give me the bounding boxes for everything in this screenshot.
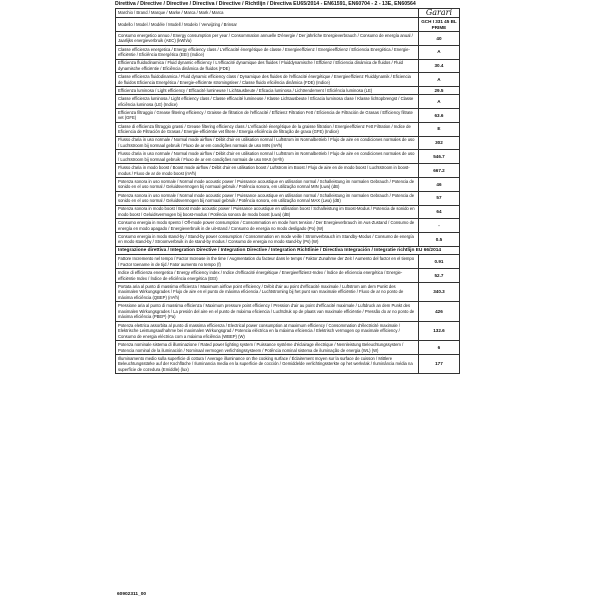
spec-row (116, 164, 460, 178)
brand-logo (418, 9, 459, 18)
spec-label: Consumo energia in modo stand-by / Stand-by power consumption / Consommation en mode veille / Stromverbrauch im Standby-Modus / Consumo de energía en modo stand-by / Stroomverbruik in de stand-by modus / Consumo de energia no modo stand-by (Ps) (W) (116, 233, 419, 247)
model-value: GCH I 331 45 BL PRIME (418, 18, 459, 32)
spec-label: Potenza sonora in uso normale / Normal mode acoustic power / Puissance acoustique en utilisation normal / Schalleistung im normalen Gebrauch / Potencia de sonido en el uso normal / Geluidsvermogen bij normaal gebruik / Potência sonora, em utilização normal MAX (Lwa) (dB) (116, 191, 419, 205)
spec-label: Consumo energetico annuo / Energy consumption per year / Consommation annuelle D'énergie / Der jährliche Energieverbrauch / Consumo de energía anual / Jaarlijks energieverbruik (AEC) (kWh/a) (116, 31, 419, 45)
spec-value: 6 (418, 341, 459, 355)
spec-row (116, 95, 460, 109)
spec-value: 667.2 (418, 164, 459, 178)
spec-value: 57 (418, 191, 459, 205)
spec-row (116, 31, 460, 45)
spec-row (116, 205, 460, 219)
spec-value: A (418, 73, 459, 87)
integration-section-title: Integrazione direttiva / Integration Directive / Integration Directive / Integration Richtlinie / Directiva Integración / Integratie richtlijn EU 66/2014 (116, 246, 460, 255)
spec-row (116, 177, 460, 191)
spec-value: A (418, 95, 459, 109)
spec-value: 426 (418, 302, 459, 321)
spec-label: Flusso d'aria in modo boost / Boost mode airflow / Débit d'air en utilisation boost / Luftstrom im Boost / Flujo de aire en de modo boost / Luchtstroom in boost-modus / Fluxo de ar de modo boost (m³/h) (116, 164, 419, 178)
spec-label: Pressione aria al punto di massima efficienza / Maximum pressure point efficiency / Pression d'air au point d'efficacité maximale / Luftdruck an dem Punkt des maximalen Wirkungsgrades / La presión del aire en el punto de máxima eficiencia / Luchtdruk op de plaats van maximale efficiëntie / Pressão do ar no ponto de máxima eficiência (PBEP) (Pa) (116, 302, 419, 321)
spec-value: 0.91 (418, 255, 459, 269)
spec-row (116, 269, 460, 283)
spec-value: 64 (418, 205, 459, 219)
spec-label: Classe efficienza energetica / Energy efficiency class / L'efficacité énergétique de classe / Energieeffizienz / Energieeffizienz / Eficiencia Energética / Energie-efficiëntie / Eficiência Energética (EEI) (Indice) (116, 45, 419, 59)
spec-row (116, 302, 460, 321)
spec-value: 40 (418, 31, 459, 45)
spec-label: Potenza sonora in uso normale / Normal mode acoustic power / Puissance acoustique en utilisation normal / Schalleistung im normalen Gebrauch / Potencia de sonido en el uso normal / Geluidsvermogen bij normaal gebruik / Potência sonora, em utilização normal MIN (Lwa) (dB) (116, 177, 419, 191)
spec-row (116, 219, 460, 233)
spec-value: 52.7 (418, 269, 459, 283)
spec-label: Efficienza luminosa / Light efficiency / Efficacité lumineuse / Lichtausbeute / Eficacia luminosa / Lichtrendement / Eficiência luminosa (LE) (116, 87, 419, 95)
brand-logo-text: Garari (425, 8, 453, 17)
integration-section-row (116, 246, 460, 255)
spec-label: Classe di efficienza filtraggio grassi / Grease filtering efficiency class / L'efficacité énergétique de la graisse filtration / Energieeffizienz Fett Filtration / Indice de Eficiencia de Filtración de Grasas / Energie-efficiëntie vet filtere / Energia eficiência de filtração de graxa (GFE) (Indice) (116, 122, 419, 136)
spec-row (116, 191, 460, 205)
spec-value: A (418, 45, 459, 59)
spec-value: 177 (418, 354, 459, 373)
spec-label: Flusso d'aria in uso normale / Normal mode airflow / Débit d'air en utilisation normal / Luftstrom im Normalbetrieb / Flujo de aire en condiciones normales de uso / Luchtstroom bij normaal gebruik / Fluxo de ar em condições normais de uso MAX (m³/h) (116, 150, 419, 164)
spec-row (116, 341, 460, 355)
spec-value: 132.6 (418, 321, 459, 340)
spec-row (116, 45, 460, 59)
footer-code: 60902311_00 (117, 592, 147, 597)
spec-value: 340.3 (418, 283, 459, 302)
spec-label: Indice di efficienza energetica / Energy efficiency index / Indice d'efficacité énergétique / Energieeffizienz-Index / Índice de eficiencia energética / Energie-efficiëntie Index / Índice de eficiência energética (EEI) (116, 269, 419, 283)
spec-row (116, 255, 460, 269)
spec-value: 30.4 (418, 59, 459, 73)
spec-label: Efficienza fluidodinamica / Fluid dynamic efficiency / L'efficacité dynamique des fluides / Fluiddynamische / Effizienz / Eficiencia dinámica de fluidos / Fluid dynamische efficiëntie / Eficiência dinâmica de fluidos (FDE) (116, 59, 419, 73)
spec-label: Consumo energia in modo spento / Off-mode power consumption / Consommation en mode hors tension / Der Energieverbrauch im Aus-Zustand / Consumo de energía en modo apagado / Energieverbruik in de uit-stand / Consumo de energia no modo desligado (Po) (W) (116, 219, 419, 233)
brand-row (116, 9, 460, 18)
spec-row (116, 354, 460, 373)
spec-value: 0.5 (418, 233, 459, 247)
spec-row (116, 321, 460, 340)
spec-value: 46 (418, 177, 459, 191)
spec-row (116, 73, 460, 87)
spec-value: - (418, 219, 459, 233)
spec-value: 302 (418, 136, 459, 150)
spec-value: 29.5 (418, 87, 459, 95)
spec-row (116, 136, 460, 150)
spec-label: Flusso d'aria in uso normale / Normal mode airflow / Débit d'air en utilisation normal / Luftstrom im Normalbetrieb / Flujo de aire en condiciones normales de uso / Luchtstroom bij normaal gebruik / Fluxo de ar em condições normais de uso MIN (m³/h) (116, 136, 419, 150)
spec-row (116, 122, 460, 136)
spec-label: Portata aria al punto di massima efficienza / Maximum airflow point efficiency / Débit d'air au point d'efficacité maximale / Luftstrom am dem Punkt des maximalen Wirkungsgrades / Flujo de aire en el punto de máxima eficiencia / Luchtstroming bij het punt van maximale efficiëntie / Fluxo de ar no ponto de máxima eficiência (QBEP) (m³/h) (116, 283, 419, 302)
spec-label: Classe efficienza fluidodinamica / Fluid dynamic efficiency class / Dynamique des fluides de l'efficacité énergétique / Energieeffizienz Fluiddynamik / Eficiencia de fluidos Eficiencia Energética / Energie-efficiënte stromingsleer / Classe fluido eficiência dinâmica (FDE) (Indice) (116, 73, 419, 87)
brand-label: Marchio / Brand / Marque / Marke / Marca / Mark / Marca (116, 9, 419, 18)
energy-label-sheet (115, 0, 460, 374)
spec-table (115, 8, 460, 374)
spec-label: Fattore Incremento nel tempo / Factor Increase in the time / Augmentation du facteur dans le temps / Faktor Zunahme der Zeit / Aumento del factor en el tiempo / Factor toename in de tijd / Fator aumento no tempo (f) (116, 255, 419, 269)
directive-title: Direttiva / Directive / Directive / Directiva / Directive / Richtlijn / Directiva EU65/2014 - EN61591, EN60704 - 2 - 13E, EN60564 (115, 1, 416, 7)
model-row (116, 18, 460, 32)
spec-row (116, 233, 460, 247)
spec-label: Classe efficienza luminosa / Light efficiency class / Classe efficacité lumineuse / Klasse Lichtausbeute / Eficacia luminosa clase / Klasse lichtopbrengst / Classe eficiência luminosa (LE) (Indice) (116, 95, 419, 109)
model-label: Modello / Model / Modèle / Modell / Modelo / Verwijzing / Brinsar (116, 18, 419, 32)
spec-value: E (418, 122, 459, 136)
spec-row (116, 59, 460, 73)
spec-label: Potenza elettrica assorbita al punto di massima efficienza / Electrical power consumption at maximum efficiency / Consommation d'électricité maximale / Elektrische Leistungsaufnahme bei maximalen Wirkungsgrad / Potencia eléctrica en la máxima eficiencia / Elektrisch vermogen op maximale efficiency / Consumo de energia eléctrica com a máxima eficiência (WBEP) (W) (116, 321, 419, 340)
spec-value: 546.7 (418, 150, 459, 164)
spec-row (116, 283, 460, 302)
spec-value: 63.6 (418, 109, 459, 123)
spec-label: Potenza nominale sistema di illuminazione / Rated power lighting system / Puissance système d'éclairage électrique / Nennleistung Beleuchtungssystem / Potencia nominal de la iluminación / Nominaal vermogen verlichtingssysteem / Potência nominal sistema de iluminação de energia (WL) (W) (116, 341, 419, 355)
spec-row (116, 87, 460, 95)
spec-row (116, 150, 460, 164)
spec-label: Potenza sonora in modo boost / Boost mode acoustic power / Puissance acoustique en utilisation boost / Schalleistung im Boost-Modus / Potencia de sonido en modo boost / Geluidsvermogen bij boost-modus / Potência sonora de modo boost (Lwa) (dB) (116, 205, 419, 219)
spec-row (116, 109, 460, 123)
spec-label: Illuminamento medio sulla superficie di cottura / Average illuminance on the cooking surface / Éclairement moyen sur la surface de cuisson / Mittlere Beleuchtungsstärke auf der Kochfläche / Iluminancia media en la superficie de cocción / Gemiddelde verlichtingssterkte op het werkvlak / Iluminância média na superfície de cozedura (Emiddle) (lux) (116, 354, 419, 373)
spec-label: Efficienza filtraggio / Grease filtering efficiency / Graisse de filtration de l'efficacité / Effizienz Filtration Fett / Eficiencia de Filtración de Grasas / Efficiency filtrate vet (GFE) (116, 109, 419, 123)
